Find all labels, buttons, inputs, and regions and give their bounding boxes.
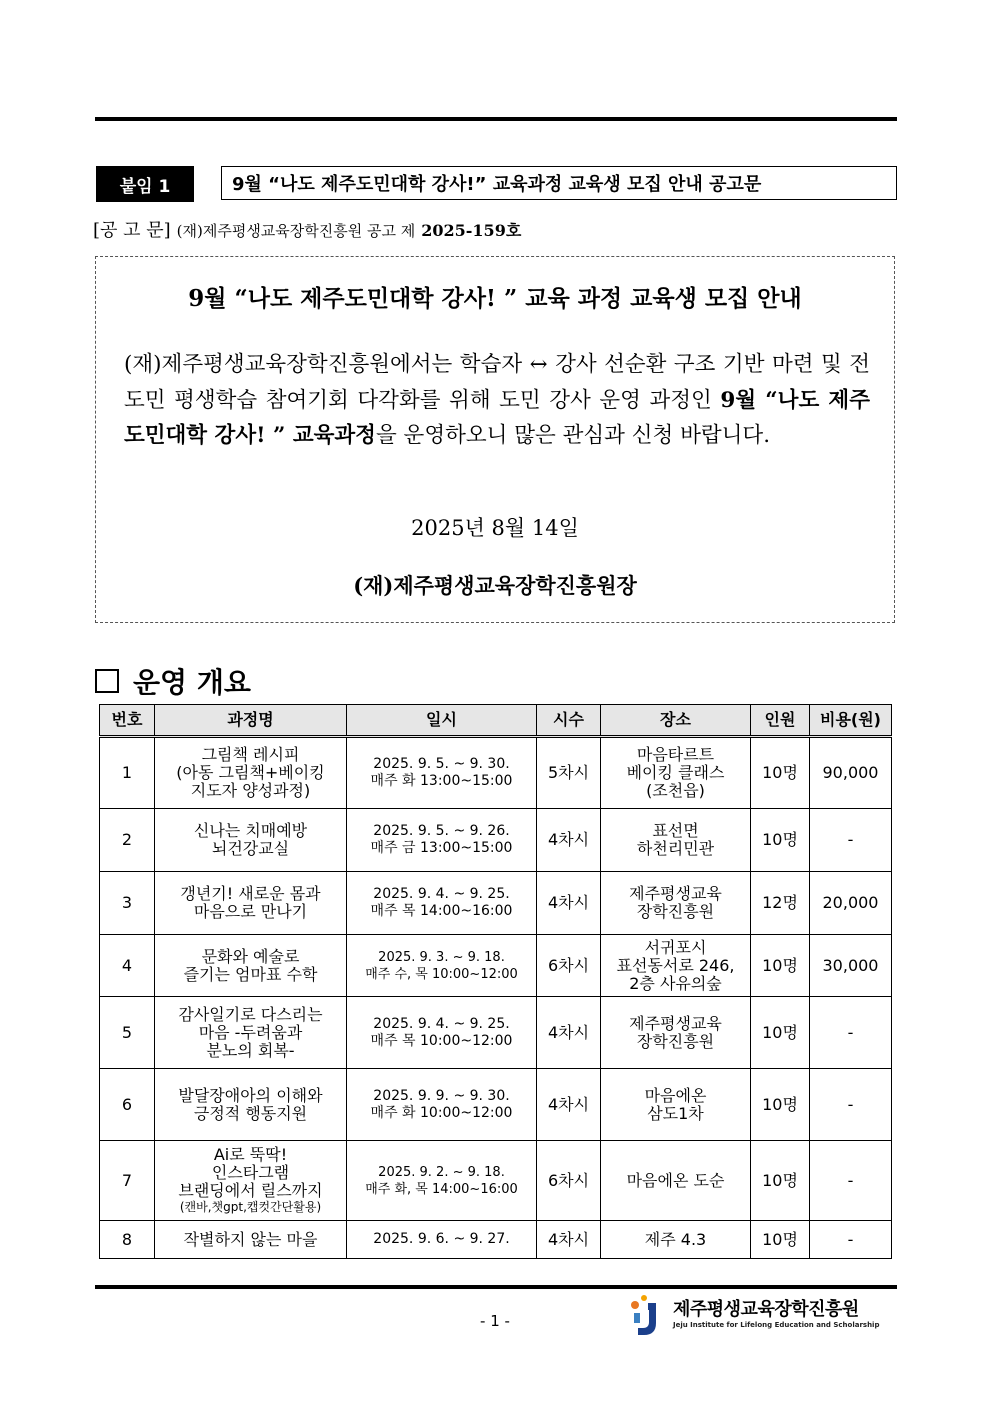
cell-place: 표선면 하천리민관 [601, 809, 751, 872]
header-cost: 비용(원) [810, 705, 892, 737]
cell-schedule: 2025. 9. 5. ~ 9. 30. 매주 화 13:00~15:00 [347, 737, 537, 809]
table-header-row [100, 705, 892, 737]
notice-body-bold: 9월 “나도 제주도민대학 강사! ” 교육과정 [124, 387, 870, 448]
notice-body-post: 을 운영하오니 많은 관심과 신청 바랍니다. [375, 423, 771, 448]
cell-people: 10명 [751, 1069, 810, 1141]
overview-table [99, 704, 892, 1259]
cell-place: 제주평생교육 장학진흥원 [601, 997, 751, 1069]
cell-place: 마음타르트 베이킹 클래스 (조천읍) [601, 737, 751, 809]
cell-hours: 4차시 [537, 1221, 601, 1259]
institute-logo [626, 1293, 896, 1339]
institute-name-en: Jeju Institute for Lifelong Education and Scholarship [673, 1321, 880, 1329]
cell-cost: 20,000 [810, 872, 892, 935]
cell-course: 문화와 예술로 즐기는 엄마표 수학 [155, 935, 347, 997]
attachment-title: 9월 “나도 제주도민대학 강사!” 교육과정 교육생 모집 안내 공고문 [221, 166, 897, 200]
section-title: 운영 개요 [133, 666, 251, 699]
cell-cost: - [810, 1221, 892, 1259]
notice-title: 9월 “나도 제주도민대학 강사! ” 교육 과정 교육생 모집 안내 [188, 285, 802, 312]
cell-hours: 6차시 [537, 935, 601, 997]
cell-cost: - [810, 809, 892, 872]
cell-course [155, 1141, 347, 1221]
table-row [100, 809, 892, 872]
cell-people: 10명 [751, 1141, 810, 1221]
cell-people: 10명 [751, 737, 810, 809]
header-course: 과정명 [155, 705, 347, 737]
cell-people: 10명 [751, 1221, 810, 1259]
top-rule [95, 117, 897, 121]
cell-course: 신나는 치매예방 뇌건강교실 [155, 809, 347, 872]
cell-people: 10명 [751, 809, 810, 872]
cell-schedule: 2025. 9. 3. ~ 9. 18. 매주 수, 목 10:00~12:00 [347, 935, 537, 997]
cell-hours: 4차시 [537, 809, 601, 872]
cell-schedule: 2025. 9. 2. ~ 9. 18. 매주 화, 목 14:00~16:00 [347, 1141, 537, 1221]
cell-hours: 5차시 [537, 737, 601, 809]
cell-cost: - [810, 1141, 892, 1221]
notice-org: (재)제주평생교육장학진흥원 공고 제 [176, 222, 416, 240]
cell-cost: - [810, 997, 892, 1069]
cell-course: 갱년기! 새로운 몸과 마음으로 만나기 [155, 872, 347, 935]
cell-schedule: 2025. 9. 4. ~ 9. 25. 매주 목 10:00~12:00 [347, 997, 537, 1069]
table-row [100, 872, 892, 935]
table-row [100, 1221, 892, 1259]
table-row [100, 1069, 892, 1141]
cell-cost: - [810, 1069, 892, 1141]
cell-people: 10명 [751, 997, 810, 1069]
cell-schedule: 2025. 9. 4. ~ 9. 25. 매주 목 14:00~16:00 [347, 872, 537, 935]
notice-body-pre: (재)제주평생교육장학진흥원에서는 학습자 ↔ 강사 선순환 구조 기반 마련 및 전 도민 평생학습 참여기회 다각화를 위해 도민 강사 운영 과정인 [124, 352, 870, 413]
cell-hours: 4차시 [537, 997, 601, 1069]
header-place: 장소 [601, 705, 751, 737]
table-row [100, 1141, 892, 1221]
cell-place: 마음에온 도순 [601, 1141, 751, 1221]
attachment-badge: 붙임 1 [96, 166, 194, 202]
table-row [100, 935, 892, 997]
cell-course-text: Ai로 뚝딱! 인스타그램 브랜딩에서 릴스까지 [178, 1145, 323, 1200]
cell-no: 4 [100, 935, 155, 997]
cell-no: 3 [100, 872, 155, 935]
page-number: - 1 - [480, 1312, 510, 1330]
square-bullet-icon [95, 669, 119, 693]
header-people: 인원 [751, 705, 810, 737]
cell-no: 2 [100, 809, 155, 872]
cell-course: 작별하지 않는 마을 [155, 1221, 347, 1259]
cell-course-note: (캔바,챗gpt,캡컷간단활용) [179, 1200, 322, 1214]
notice-date: 2025년 8월 14일 [411, 516, 579, 540]
notice-label: [공 고 문] [93, 220, 171, 241]
cell-course: 그림책 레시피 (아동 그림책+베이킹 지도자 양성과정) [155, 737, 347, 809]
cell-course: 발달장애아의 이해와 긍정적 행동지원 [155, 1069, 347, 1141]
section-heading [95, 661, 251, 701]
notice-reference [93, 216, 521, 242]
cell-hours: 4차시 [537, 1069, 601, 1141]
cell-people: 12명 [751, 872, 810, 935]
header-no: 번호 [100, 705, 155, 737]
bottom-rule [95, 1285, 897, 1289]
notice-number: 2025-159호 [421, 221, 522, 240]
cell-hours: 6차시 [537, 1141, 601, 1221]
table-row [100, 737, 892, 809]
institute-logo-icon [626, 1293, 666, 1339]
cell-schedule: 2025. 9. 5. ~ 9. 26. 매주 금 13:00~15:00 [347, 809, 537, 872]
cell-place: 제주평생교육 장학진흥원 [601, 872, 751, 935]
institute-name: 제주평생교육장학진흥원 [673, 1299, 859, 1320]
cell-cost: 90,000 [810, 737, 892, 809]
notice-body [124, 347, 870, 454]
cell-no: 7 [100, 1141, 155, 1221]
cell-hours: 4차시 [537, 872, 601, 935]
cell-schedule: 2025. 9. 6. ~ 9. 27. [347, 1221, 537, 1259]
cell-place: 제주 4.3 [601, 1221, 751, 1259]
cell-no: 5 [100, 997, 155, 1069]
cell-place: 서귀포시 표선동서로 246, 2층 사유의숲 [601, 935, 751, 997]
header-schedule: 일시 [347, 705, 537, 737]
cell-no: 1 [100, 737, 155, 809]
cell-people: 10명 [751, 935, 810, 997]
notice-box [95, 256, 895, 623]
cell-place: 마음에온 삼도1차 [601, 1069, 751, 1141]
cell-course: 감사일기로 다스리는 마음 -두려움과 분노의 회복- [155, 997, 347, 1069]
table-row [100, 997, 892, 1069]
notice-signature: (재)제주평생교육장학진흥원장 [353, 573, 637, 598]
cell-cost: 30,000 [810, 935, 892, 997]
cell-no: 8 [100, 1221, 155, 1259]
cell-no: 6 [100, 1069, 155, 1141]
header-hours: 시수 [537, 705, 601, 737]
cell-schedule: 2025. 9. 9. ~ 9. 30. 매주 화 10:00~12:00 [347, 1069, 537, 1141]
